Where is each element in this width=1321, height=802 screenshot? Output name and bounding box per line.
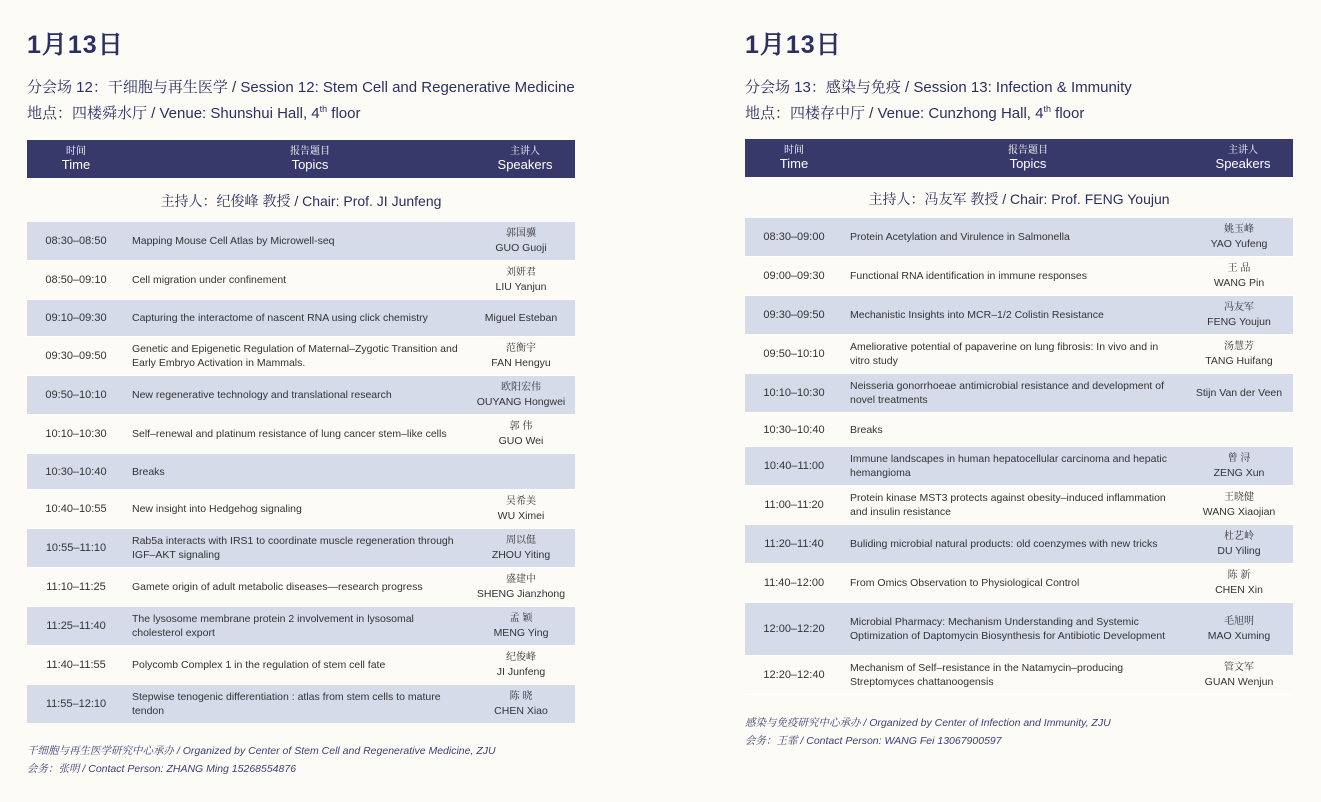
schedule-table [27,222,575,724]
row-topic: Genetic and Epigenetic Regulation of Maternal–Zygotic Transition and Early Embryo Activation in Mammals. [132,343,458,369]
venue-sup: th [319,104,328,114]
venue-text: 地点：四楼存中厅 / Venue: Cunzhong Hall, 4 [745,105,1044,122]
table-row [27,454,575,490]
row-topic: Microbial Pharmacy: Mechanism Understanding and Systemic Optimization of Daptomycin Biosynthesis for Antibiotic Development [850,616,1166,642]
row-topic: Capturing the interactome of nascent RNA using click chemistry [132,312,428,324]
footer-contact: 会务：王霏 / Contact Person: WANG Fei 13067900597 [745,735,1002,747]
header-speakers-en: Speakers [497,157,553,172]
row-speaker [1185,374,1293,412]
venue-suffix: floor [1050,105,1085,122]
row-speaker [467,646,575,684]
table-row [27,607,575,646]
chair-line: 主持人：纪俊峰 教授 / Chair: Prof. JI Junfeng [160,193,442,209]
table-row [745,374,1293,413]
table-row [27,222,575,261]
footer-contact: 会务：张明 / Contact Person: ZHANG Ming 15268554876 [27,763,297,775]
speaker-name-en: JI Junfeng [496,666,546,678]
row-speaker [467,415,575,453]
table-header [27,140,575,178]
header-speakers-zh: 主讲人 [510,146,540,157]
table-row [745,218,1293,257]
row-speaker [467,568,575,606]
speaker-name-en: WU Ximei [497,510,545,522]
row-topic: New regenerative technology and translational research [132,389,392,401]
speaker-name-en: WANG Xiaojian [1202,506,1276,518]
row-time: 08:30–09:00 [763,231,825,243]
speaker-name-zh: 毛旭明 [1224,616,1254,627]
speaker-name-en: FENG Youjun [1207,316,1271,328]
speaker-name-zh: 冯友军 [1224,302,1254,313]
speaker-name-en: LIU Yanjun [495,281,547,293]
row-speaker [467,490,575,528]
row-topic: The lysosome membrane protein 2 involvement in lysosomal cholesterol export [132,613,414,639]
table-row [27,376,575,415]
row-topic: Breaks [132,465,165,478]
speaker-name-en: CHEN Xiao [494,705,548,717]
row-topic: New insight into Hedgehog signaling [132,503,302,515]
date-heading: 1月13日 [745,31,842,59]
row-topic: Rab5a interacts with IRS1 to coordinate muscle regeneration through IGF–AKT signaling [132,535,454,561]
table-row [27,646,575,685]
row-topic: Stepwise tenogenic differentiation : atlas from stem cells to mature tendon [132,691,441,717]
speaker-name-en: MAO Xuming [1207,630,1271,642]
row-time: 11:40–11:55 [46,659,106,671]
row-time: 08:30–08:50 [45,235,107,247]
speaker-name-en: Miguel Esteban [484,312,558,324]
table-row [745,447,1293,486]
row-speaker [467,222,575,260]
speaker-name-zh: 郭国骥 [506,228,536,239]
table-row [27,300,575,337]
header-time-en: Time [61,157,91,172]
row-time: 11:40–12:00 [763,577,825,589]
table-row [745,564,1293,603]
row-speaker [1185,486,1293,524]
header-speakers [475,145,575,171]
speaker-name-zh: 吴希美 [506,496,536,507]
header-speakers-en: Speakers [1215,156,1271,171]
row-topic: From Omics Observation to Physiological Control [850,577,1080,589]
table-row [27,261,575,300]
table-row [27,568,575,607]
row-topic: Buliding microbial natural products: old coenzymes with new tricks [850,538,1158,550]
row-speaker [467,261,575,299]
header-speakers-zh: 主讲人 [1228,145,1258,156]
row-time: 10:40–11:00 [763,460,825,472]
speaker-name-zh: 陈 晓 [509,691,533,702]
schedule-table [745,218,1293,695]
table-row [745,413,1293,447]
header-topics-zh: 报告题目 [1008,145,1048,156]
row-time: 10:30–10:40 [45,465,107,478]
speaker-name-en: GUO Wei [498,435,544,447]
header-topics-en: Topics [291,157,329,172]
footer-organizer: 感染与免疫研究中心承办 / Organized by Center of Infection and Immunity, ZJU [745,717,1111,729]
row-topic: Ameliorative potential of papaverine on lung fibrosis: In vivo and in vitro study [850,341,1159,367]
speaker-name-en: OUYANG Hongwei [476,396,566,408]
speaker-name-zh: 郭 伟 [509,421,533,432]
speaker-name-zh: 王 品 [1227,263,1251,274]
header-speakers [1193,144,1293,170]
row-speaker [1185,525,1293,563]
row-time: 12:00–12:20 [763,623,825,635]
speaker-name-zh: 纪俊峰 [506,652,536,663]
header-topics-zh: 报告题目 [290,146,330,157]
speaker-name-en: ZHOU Yiting [491,549,551,561]
speaker-name-zh: 刘妍君 [506,267,536,278]
header-time-zh: 时间 [66,146,86,157]
venue-suffix: floor [327,105,361,122]
speaker-name-zh: 周以侹 [506,535,536,546]
row-time: 11:10–11:25 [46,581,106,593]
table-row [27,529,575,568]
speaker-name-en: SHENG Jianzhong [476,588,566,600]
table-row [745,257,1293,296]
session-title: 分会场 13：感染与免疫 / Session 13: Infection & Immunity [745,79,1132,96]
speaker-name-zh: 陈 新 [1227,570,1251,581]
row-topic: Functional RNA identification in immune responses [850,270,1087,282]
row-speaker [1185,603,1293,655]
row-speaker [467,454,575,489]
speaker-name-zh: 姚玉峰 [1224,224,1254,235]
speaker-name-en: WANG Pin [1213,277,1265,289]
speaker-name-en: TANG Huifang [1205,355,1273,367]
speaker-name-zh: 孟 颖 [509,613,533,624]
row-topic: Immune landscapes in human hepatocellular carcinoma and hepatic hemangioma [850,453,1167,479]
row-speaker [1185,413,1293,446]
header-time [745,144,843,170]
row-time: 10:40–10:55 [45,503,107,515]
venue-text: 地点：四楼舜水厅 / Venue: Shunshui Hall, 4 [27,105,320,122]
row-speaker [467,300,575,336]
table-row [745,486,1293,525]
table-row [27,685,575,724]
row-topic: Mapping Mouse Cell Atlas by Microwell-seq [132,235,335,247]
row-time: 12:20–12:40 [763,669,825,681]
speaker-name-en: ZENG Xun [1213,467,1265,479]
speaker-name-en: YAO Yufeng [1210,238,1268,250]
row-topic: Breaks [850,423,883,436]
header-topics-en: Topics [1009,156,1047,171]
row-time: 10:10–10:30 [45,428,107,440]
speaker-name-en: GUO Guoji [495,242,547,254]
row-speaker [1185,564,1293,602]
footer-organizer: 干细胞与再生医学研究中心承办 / Organized by Center of Stem Cell and Regenerative Medicine, ZJU [27,745,496,757]
row-time: 11:55–12:10 [45,698,107,710]
table-header [745,139,1293,177]
speaker-name-zh: 范衡宇 [506,343,536,354]
venue-sup: th [1043,104,1051,114]
row-speaker [467,337,575,375]
header-time-zh: 时间 [784,145,804,156]
speaker-name-en: Stijn Van der Veen [1195,387,1283,399]
row-speaker [1185,447,1293,485]
row-time: 09:10–09:30 [45,312,107,324]
table-row [27,337,575,376]
footer [745,714,1111,750]
row-speaker [1185,257,1293,295]
row-time: 08:50–09:10 [45,274,107,286]
row-time: 09:30–09:50 [763,309,825,321]
row-time: 11:20–11:40 [764,538,824,550]
row-speaker [1185,335,1293,373]
session-title: 分会场 12：干细胞与再生医学 / Session 12: Stem Cell and Regenerative Medicine [27,79,575,96]
table-row [745,603,1293,656]
row-time: 09:50–10:10 [763,348,825,360]
speaker-name-zh: 盛建中 [506,574,536,585]
speaker-name-zh: 杜艺岭 [1224,531,1254,542]
row-speaker [1185,218,1293,256]
table-row [27,415,575,454]
table-row [745,335,1293,374]
row-topic: Mechanistic Insights into MCR–1/2 Colistin Resistance [850,309,1104,321]
row-speaker [467,607,575,645]
row-time: 09:00–09:30 [763,270,825,282]
row-time: 10:55–11:10 [45,542,107,554]
header-topics [125,145,495,171]
header-time-en: Time [779,156,809,171]
header-time [27,145,125,171]
row-speaker [467,529,575,567]
speaker-name-zh: 管文军 [1224,662,1254,673]
speaker-name-en: MENG Ying [493,627,549,639]
row-topic: Neisseria gonorrhoeae antimicrobial resistance and development of novel treatments [850,380,1165,406]
speaker-name-zh: 王晓健 [1224,492,1254,503]
row-topic: Gamete origin of adult metabolic diseases—research progress [132,581,423,593]
table-row [27,490,575,529]
row-speaker [1185,296,1293,334]
row-time: 10:30–10:40 [763,423,825,436]
venue-line [745,102,1084,123]
row-topic: Self–renewal and platinum resistance of lung cancer stem–like cells [132,428,447,440]
speaker-name-en: GUAN Wenjun [1204,676,1274,688]
row-time: 09:30–09:50 [45,350,107,362]
speaker-name-en: FAN Hengyu [491,357,551,369]
row-topic: Mechanism of Self–resistance in the Natamycin–producing Streptomyces chattanoogensis [850,662,1124,688]
row-topic: Protein Acetylation and Virulence in Salmonella [850,231,1070,243]
row-time: 11:00–11:20 [764,499,824,511]
row-topic: Cell migration under confinement [132,274,287,286]
venue-line [27,102,361,123]
header-topics [843,144,1213,170]
speaker-name-zh: 曾 浔 [1227,453,1251,464]
speaker-name-zh: 汤慧芳 [1224,341,1254,352]
row-topic: Polycomb Complex 1 in the regulation of stem cell fate [132,659,386,671]
row-topic: Protein kinase MST3 protects against obesity–induced inflammation and insulin resistance [850,492,1166,518]
table-row [745,656,1293,695]
speaker-name-en: CHEN Xin [1215,584,1263,596]
row-time: 10:10–10:30 [763,387,825,399]
row-speaker [467,685,575,723]
table-row [745,296,1293,335]
row-speaker [1185,656,1293,694]
chair-line: 主持人：冯友军 教授 / Chair: Prof. FENG Youjun [868,191,1170,207]
footer [27,742,496,778]
table-row [745,525,1293,564]
speaker-name-en: DU Yiling [1217,545,1261,557]
row-time: 11:25–11:40 [46,620,106,632]
speaker-name-zh: 欧阳宏伟 [501,382,541,393]
row-speaker [467,376,575,414]
row-time: 09:50–10:10 [45,389,107,401]
date-heading: 1月13日 [27,31,124,59]
